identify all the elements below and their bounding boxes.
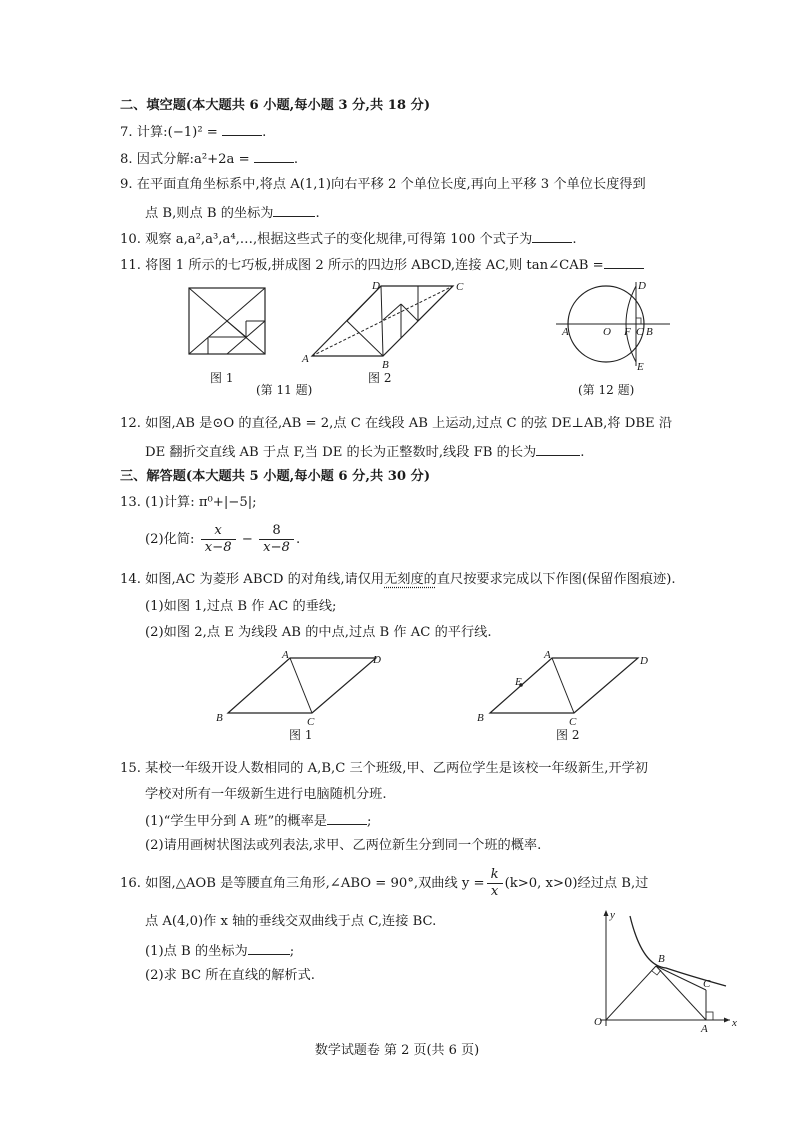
point-label-b: B: [646, 326, 653, 338]
point-label-d: D: [638, 280, 646, 292]
question-16-line2: 点 A(4,0)作 x 轴的垂线交双曲线于点 C,连接 BC.: [145, 914, 437, 929]
vertex-label-c: C: [307, 716, 315, 728]
question-16-text-a: 16. 如图,△AOB 是等腰直角三角形,∠ABO = 90°,双曲线 y =: [120, 876, 485, 891]
point-label-e: E: [637, 361, 644, 373]
figure-1-label: 图 1: [289, 728, 313, 742]
figure-2-label: 图 2: [368, 371, 392, 385]
question-15-line2: 学校对所有一年级新生进行电脑随机分班.: [145, 787, 387, 802]
question-13-part2: (2)化简: $\frac{x}{x-8}$ − $\frac{8}{x-8}$ .: [145, 523, 301, 555]
question-11-text: 11. 将图 1 所示的七巧板,拼成图 2 所示的四边形 ABCD,连接 AC,则 tan∠CAB =: [120, 258, 604, 273]
answer-blank: [327, 810, 367, 825]
answer-blank: [248, 940, 290, 955]
point-label-b: B: [658, 953, 665, 965]
question-8-text: 8. 因式分解:a²+2a =: [120, 152, 250, 167]
question-16-line1: [120, 864, 648, 904]
fraction-x-over-x-minus-8: [201, 523, 236, 556]
question-7-text: 7. 计算:(−1)² =: [120, 125, 218, 140]
fraction-k-over-x: [487, 867, 503, 900]
section-heading-fill-blank: 二、填空题(本大题共 6 小题,每小题 3 分,共 18 分): [120, 98, 431, 113]
question-14: [120, 570, 676, 590]
hyperbola-figure-q16: [590, 908, 740, 1033]
answer-blank: [604, 254, 644, 269]
question-12-text: DE 翻折交直线 AB 于点 F,当 DE 的长为正整数时,线段 FB 的长为: [145, 445, 537, 460]
question-14-part1: (1)如图 1,过点 B 作 AC 的垂线;: [145, 599, 337, 614]
vertex-label-d: D: [372, 280, 380, 292]
vertex-label-d: D: [640, 655, 648, 667]
question-14-text-a: 14. 如图,AC 为菱形 ABCD 的对角线,请仅用: [120, 572, 385, 587]
question-13-part2-prefix: (2)化简:: [145, 532, 195, 547]
numerator: k: [487, 867, 503, 884]
question-10-text: 10. 观察 a,a²,a³,a⁴,…,根据这些式子的变化规律,可得第 100 个式子为: [120, 232, 533, 247]
question-10: 10. 观察 a,a²,a³,a⁴,…,根据这些式子的变化规律,可得第 100 个式子为 .: [120, 228, 577, 250]
vertex-label-c: C: [569, 716, 577, 728]
vertex-label-a: A: [302, 353, 309, 365]
question-16-part1: (1)点 B 的坐标为 ;: [145, 940, 294, 962]
point-label-c: C: [636, 326, 644, 338]
vertex-label-a: A: [544, 649, 551, 661]
question-12-caption: (第 12 题): [578, 383, 635, 397]
vertex-label-b: B: [477, 712, 484, 724]
question-14-part2: (2)如图 2,点 E 为线段 AB 的中点,过点 B 作 AC 的平行线.: [145, 625, 492, 640]
figure-2-label: 图 2: [556, 728, 580, 742]
answer-blank: [254, 148, 294, 163]
question-14-emphasis: 无刻度的: [384, 572, 437, 587]
question-7: 7. 计算:(−1)² = .: [120, 121, 266, 143]
rhombus-figure-2: [474, 650, 654, 730]
vertex-label-c: C: [456, 281, 464, 293]
question-11: [120, 254, 644, 276]
point-label-o: O: [603, 326, 611, 338]
question-16-part2: (2)求 BC 所在直线的解析式.: [145, 968, 315, 983]
page-footer: 数学试题卷 第 2 页(共 6 页): [314, 1043, 480, 1058]
point-label-e: E: [515, 676, 522, 688]
circle-figure-q12: [556, 278, 672, 374]
answer-blank: [273, 202, 315, 217]
question-9-line2: 点 B,则点 B 的坐标为 .: [145, 202, 320, 224]
question-12-line1: 12. 如图,AB 是⊙O 的直径,AB = 2,点 C 在线段 AB 上运动,过点 C 的弦 DE⊥AB,将 DBE 沿: [120, 416, 673, 431]
denominator: x: [490, 884, 499, 899]
point-label-o: O: [594, 1016, 602, 1028]
question-16-part1-text: (1)点 B 的坐标为: [145, 944, 248, 959]
question-15-part1-text: (1)“学生甲分到 A 班”的概率是: [145, 814, 327, 829]
question-9-text: 点 B,则点 B 的坐标为: [145, 206, 274, 221]
denominator: x−8: [204, 540, 232, 555]
vertex-label-a: A: [282, 649, 289, 661]
numerator: x: [201, 523, 236, 540]
figure-1-label: 图 1: [210, 371, 234, 385]
parallelogram-figure-2: [298, 280, 468, 370]
question-15-part1: (1)“学生甲分到 A 班”的概率是 ;: [145, 810, 371, 832]
question-12-line2: DE 翻折交直线 AB 于点 F,当 DE 的长为正整数时,线段 FB 的长为 .: [145, 441, 584, 463]
point-label-a: A: [701, 1023, 708, 1035]
section-heading-solve: 三、解答题(本大题共 5 小题,每小题 6 分,共 30 分): [120, 469, 431, 484]
point-label-c: C: [703, 978, 711, 990]
axis-label-x: x: [732, 1017, 737, 1029]
numerator: 8: [259, 523, 294, 540]
answer-blank: [532, 228, 572, 243]
rhombus-figure-1: [208, 650, 388, 730]
axis-label-y: y: [610, 909, 615, 921]
answer-blank: [222, 121, 262, 136]
vertex-label-d: D: [373, 654, 381, 666]
question-8: 8. 因式分解:a²+2a = .: [120, 148, 298, 170]
tangram-figure-1: [188, 287, 268, 357]
question-13-part1: 13. (1)计算: π⁰+|−5|;: [120, 495, 257, 510]
point-label-f: F: [624, 326, 631, 338]
question-14-text-b: 直尺按要求完成以下作图(保留作图痕迹).: [436, 572, 676, 587]
fraction-8-over-x-minus-8: [259, 523, 294, 556]
question-11-caption: (第 11 题): [256, 383, 313, 397]
vertex-label-b: B: [382, 359, 389, 371]
answer-blank: [536, 441, 580, 456]
point-label-a: A: [562, 326, 569, 338]
question-9-line1: 9. 在平面直角坐标系中,将点 A(1,1)向右平移 2 个单位长度,再向上平移 3 个单位长度得到: [120, 177, 646, 192]
question-16-text-b: (k>0, x>0)经过点 B,过: [504, 876, 649, 891]
question-15-part2: (2)请用画树状图法或列表法,求甲、乙两位新生分到同一个班的概率.: [145, 838, 542, 853]
vertex-label-b: B: [216, 712, 223, 724]
question-15-line1: 15. 某校一年级开设人数相同的 A,B,C 三个班级,甲、乙两位学生是该校一年级新生,开学初: [120, 761, 648, 776]
denominator: x−8: [263, 540, 290, 555]
